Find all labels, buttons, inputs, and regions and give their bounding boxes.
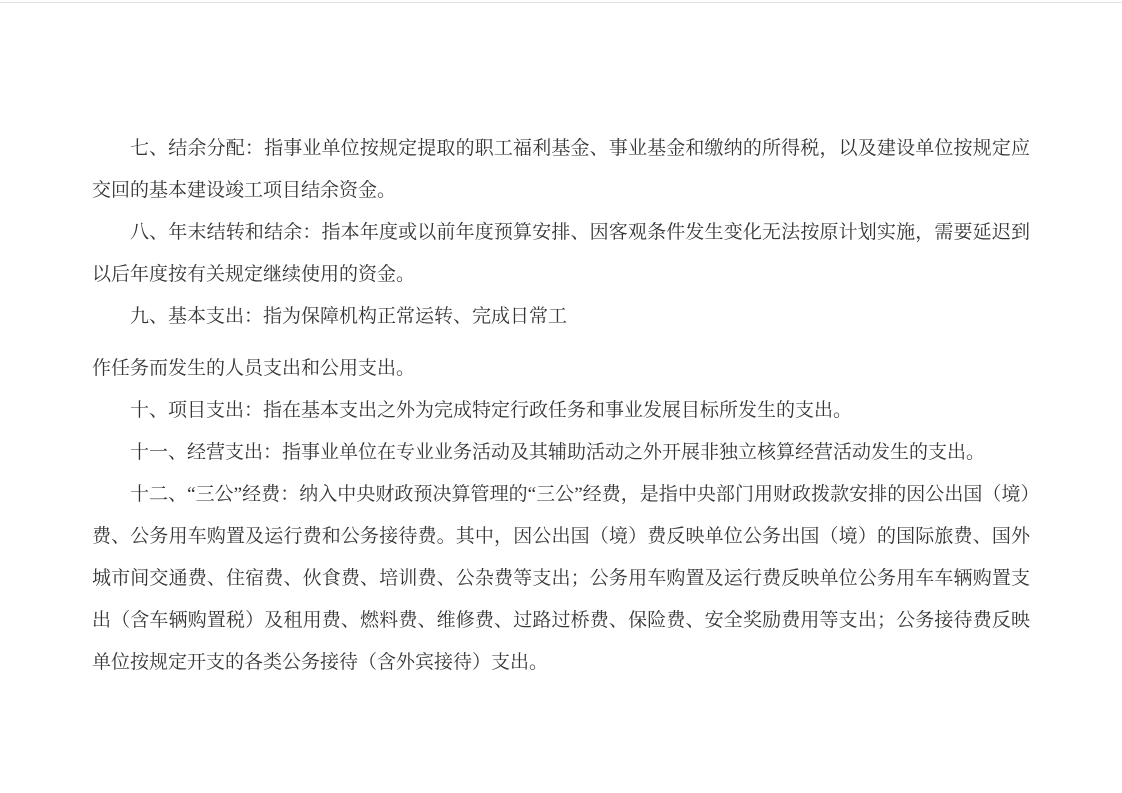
paragraph-11-operating-expenditure: 十一、经营支出：指事业单位在专业业务活动及其辅助活动之外开展非独立核算经营活动发生的支出。 <box>130 442 986 463</box>
paragraph-9-basic-expenditure-line2: 作任务而发生的人员支出和公用支出。 <box>92 358 416 379</box>
paragraph-10-project-expenditure: 十、项目支出：指在基本支出之外为完成特定行政任务和事业发展目标所发生的支出。 <box>130 400 853 421</box>
paragraph-12-three-public-funds: 十二、“三公”经费：纳入中央财政预决算管理的“三公”经费，是指中央部门用财政拨款安排的因公出国（境）费、公务用车购置及运行费和公务接待费。其中，因公出国（境）费反映单位公务出国（境）的国际旅费、国外城市间交通费、住宿费、伙食费、培训费、公杂费等支出；公务用车购置及运行费反映单位公务用车车辆购置支出（含车辆购置税）及租用费、燃料费、维修费、过路过桥费、保险费、安全奖励费用等支出；公务接待费反映单位按规定开支的各类公务接待（含外宾接待）支出。 <box>92 484 1030 673</box>
paragraph-9-basic-expenditure-line1: 九、基本支出：指为保障机构正常运转、完成日常工 <box>130 306 568 327</box>
paragraph-8-year-end-carryover: 八、年末结转和结余：指本年度或以前年度预算安排、因客观条件发生变化无法按原计划实施，需要延迟到以后年度按有关规定继续使用的资金。 <box>92 222 1030 285</box>
paragraph-7-surplus-distribution: 七、结余分配：指事业单位按规定提取的职工福利基金、事业基金和缴纳的所得税，以及建设单位按规定应交回的基本建设竣工项目结余资金。 <box>92 138 1030 201</box>
